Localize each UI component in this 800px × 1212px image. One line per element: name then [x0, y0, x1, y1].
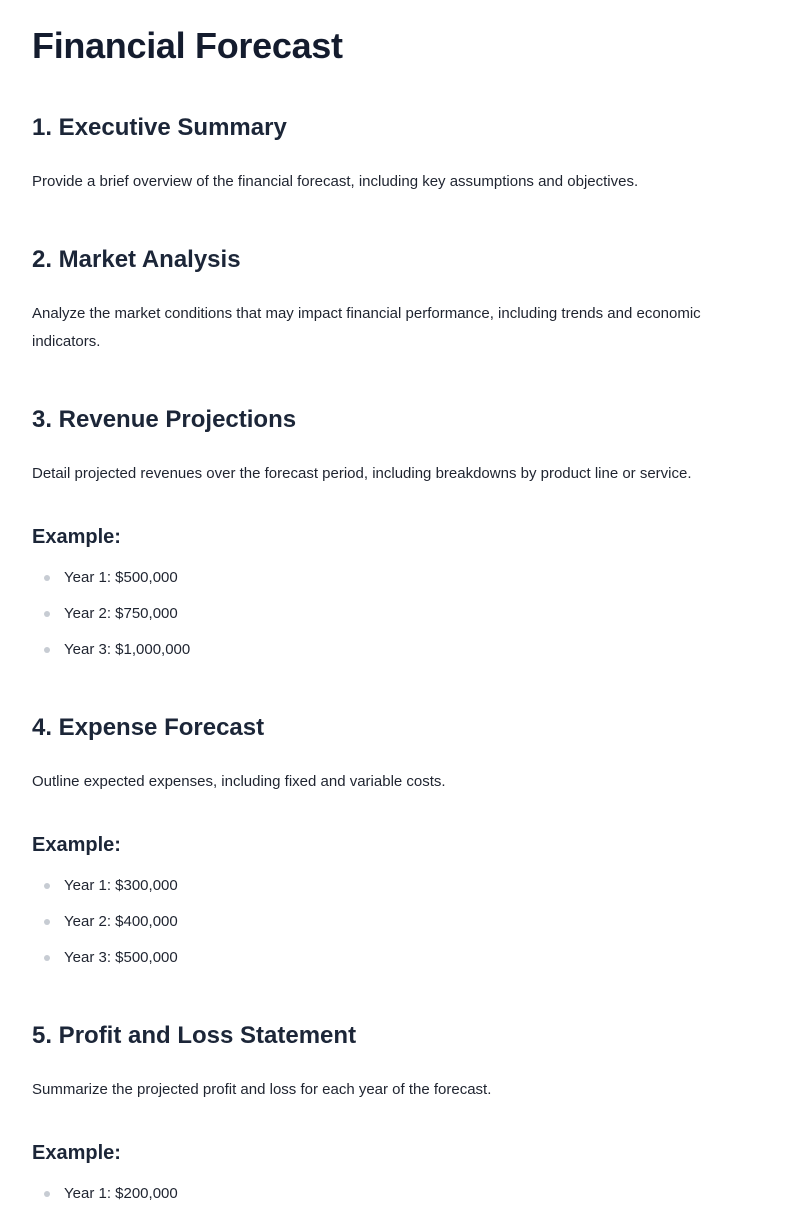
expense-example-list [32, 868, 178, 976]
list-item-text: Year 3: $1,000,000 [64, 641, 191, 658]
bullet-icon [44, 919, 50, 925]
list-item [32, 868, 178, 904]
bullet-icon [44, 955, 50, 961]
list-item [32, 560, 190, 596]
profit-loss-example-list [32, 1176, 178, 1212]
list-item-text: Year 2: $400,000 [64, 913, 178, 930]
section-heading-revenue-projections: 3. Revenue Projections [32, 406, 297, 433]
section-text-executive-summary: Provide a brief overview of the financial forecast, including key assumptions and objectives. [32, 173, 639, 190]
example-heading-revenue: Example: [32, 526, 121, 548]
section-heading-executive-summary: 1. Executive Summary [32, 114, 287, 141]
page-title: Financial Forecast [32, 25, 343, 66]
list-item [32, 940, 178, 976]
revenue-example-list [32, 560, 190, 668]
section-text-market-analysis: Analyze the market conditions that may impact financial performance, including trends and economic indicators. [32, 305, 701, 350]
list-item-text: Year 3: $500,000 [64, 949, 178, 966]
list-item [32, 904, 178, 940]
bullet-icon [44, 883, 50, 889]
section-text-profit-and-loss: Summarize the projected profit and loss for each year of the forecast. [32, 1081, 492, 1098]
list-item [32, 1176, 178, 1212]
list-item-text: Year 1: $300,000 [64, 877, 178, 894]
section-heading-expense-forecast: 4. Expense Forecast [32, 714, 265, 741]
bullet-icon [44, 647, 50, 653]
list-item [32, 596, 190, 632]
list-item-text: Year 1: $200,000 [64, 1185, 178, 1202]
bullet-icon [44, 1191, 50, 1197]
example-heading-profit-loss: Example: [32, 1142, 121, 1164]
list-item-text: Year 2: $750,000 [64, 605, 178, 622]
example-heading-expense: Example: [32, 834, 121, 856]
list-item [32, 632, 190, 668]
section-heading-market-analysis: 2. Market Analysis [32, 246, 241, 273]
bullet-icon [44, 611, 50, 617]
section-heading-profit-and-loss: 5. Profit and Loss Statement [32, 1022, 357, 1049]
list-item-text: Year 1: $500,000 [64, 569, 178, 586]
section-text-expense-forecast: Outline expected expenses, including fixed and variable costs. [32, 773, 446, 790]
section-text-revenue-projections: Detail projected revenues over the forecast period, including breakdowns by product line or service. [32, 465, 692, 482]
bullet-icon [44, 575, 50, 581]
